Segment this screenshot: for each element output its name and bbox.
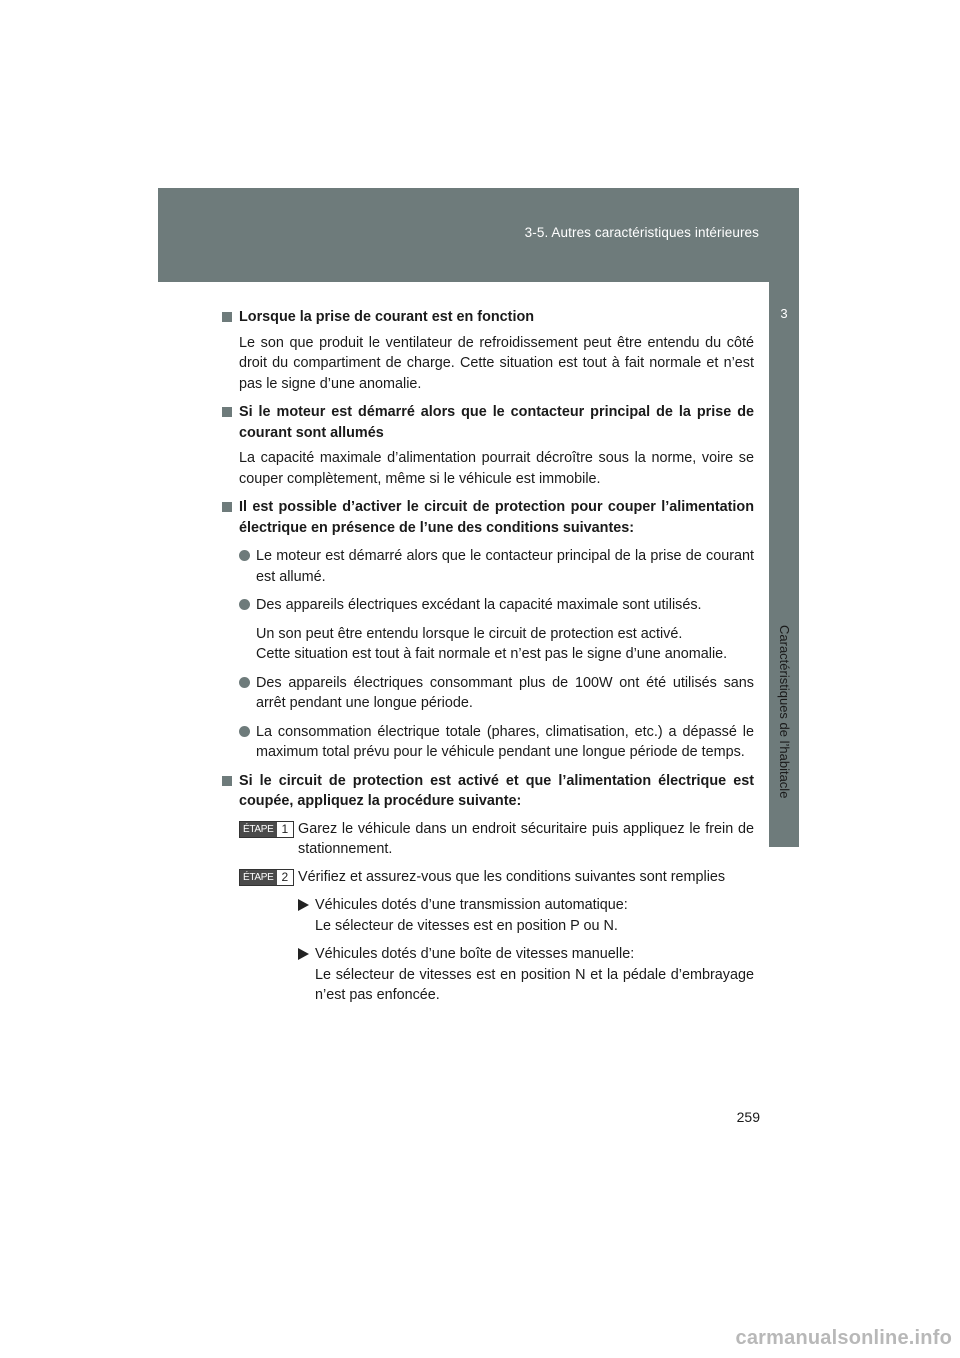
circle-bullet-icon (239, 677, 250, 688)
section-body: Le son que produit le ventilateur de refroidissement peut être entendu du côté droit du compartiment de charge. Cette situation est tout à fait normale et n’est pas le signe d’une anomalie. (239, 334, 754, 392)
page-content (222, 307, 754, 1014)
sub-item-automatic: Véhicules dotés d’une transmission automatique: Le sélecteur de vitesses est en position P ou N. (298, 895, 754, 936)
circle-bullet-icon (239, 550, 250, 561)
circle-bullet-icon (239, 726, 250, 737)
list-item: La consommation électrique totale (phares, climatisation, etc.) a dépassé le maximum total prévu pour le véhicule pendant une longue période de temps. (239, 722, 754, 763)
list-item: Des appareils électriques excédant la capacité maximale sont utilisés. (239, 595, 754, 616)
section-heading: Il est possible d’activer le circuit de protection pour couper l’alimentation électrique en présence de l’une des conditions suivantes: (239, 499, 754, 536)
chapter-side-tab (769, 282, 799, 847)
section-body: La capacité maximale d’alimentation pourrait décroître sous la norme, voire se couper complètement, même si le véhicule est immobile. (239, 450, 754, 487)
square-bullet-icon (222, 312, 232, 322)
square-bullet-icon (222, 407, 232, 417)
section-power-outlet-in-use (222, 307, 754, 394)
section-heading: Si le circuit de protection est activé et que l’alimentation électrique est coupée, appliquez la procédure suivante: (239, 772, 754, 809)
section-title: 3-5. Autres caractéristiques intérieures (524, 225, 759, 240)
section-heading: Si le moteur est démarré alors que le contacteur principal de la prise de courant sont allumés (239, 404, 754, 441)
step-1: ÉTAPE 1 Garez le véhicule dans un endroit sécuritaire puis appliquez le frein de stationnement. (239, 819, 754, 860)
section-procedure (222, 771, 754, 1006)
list-item: Des appareils électriques consommant plus de 100W ont été utilisés sans arrêt pendant une longue période. (239, 673, 754, 714)
watermark: carmanualsonline.info (735, 1327, 952, 1349)
sub-item-manual: Véhicules dotés d’une boîte de vitesses manuelle: Le sélecteur de vitesses est en position N et la pédale d’embrayage n’est pas enfoncée. (298, 944, 754, 1006)
note: Un son peut être entendu lorsque le circuit de protection est activé. Cette situation est tout à fait normale et n’est pas le signe d’une anomalie. (256, 625, 728, 662)
section-engine-started (222, 402, 754, 489)
chapter-number: 3 (780, 306, 788, 321)
step-badge: ÉTAPE 2 (239, 869, 294, 886)
section-heading: Lorsque la prise de courant est en fonction (239, 309, 535, 325)
circle-bullet-icon (239, 599, 250, 610)
square-bullet-icon (222, 776, 232, 786)
triangle-arrow-icon (298, 948, 309, 960)
square-bullet-icon (222, 502, 232, 512)
header-band (158, 188, 799, 282)
step-2: ÉTAPE 2 Vérifiez et assurez-vous que les conditions suivantes sont remplies Véhicules dotés d’une transmission automatique: Le sélecteur de vitesses est en position P ou N. Véhicules dotés d’une boîte de vitesses manuelle: Le sélecteur de vitesses est en position N et la pédale d’embrayage n’est pas enfoncée. (239, 867, 754, 1006)
chapter-label: Caractéristiques de l’habitacle (777, 625, 792, 799)
triangle-arrow-icon (298, 899, 309, 911)
page-number: 259 (736, 1109, 760, 1125)
step-badge: ÉTAPE 1 (239, 821, 294, 838)
section-protection-circuit-conditions (222, 497, 754, 763)
list-item: Le moteur est démarré alors que le contacteur principal de la prise de courant est allumé. (239, 546, 754, 587)
